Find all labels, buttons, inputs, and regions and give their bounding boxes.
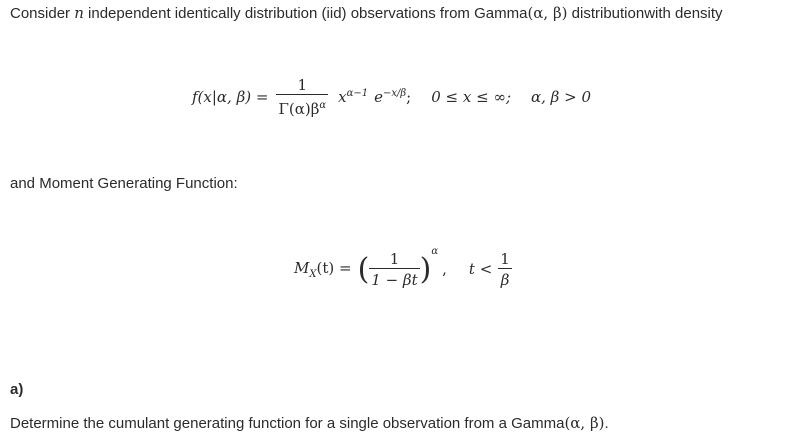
intro-text-2: independent identically distribution (iid) observations from Gamma <box>83 5 528 22</box>
pdf-frac-num: 1 <box>297 76 308 94</box>
pdf-semicolon: ; <box>406 88 412 106</box>
part-a-params: (α, β) <box>564 414 605 432</box>
mgf-cond-num: 1 <box>500 249 510 268</box>
pdf-power: $x^{\alpha-1}$ <box>338 88 369 106</box>
part-a-text: Determine the cumulant generating function for a single observation from a Gamma <box>10 415 565 432</box>
part-a-label: a) <box>10 381 24 398</box>
mgf-cond-lhs: t < <box>468 260 493 278</box>
part-a-end: . <box>604 415 609 432</box>
pdf-params-cond: α, β > 0 <box>531 88 591 106</box>
pdf-frac-den: $\Gamma(\alpha)\beta^\alpha$ <box>276 94 328 118</box>
pdf-formula <box>192 72 591 122</box>
mgf-formula <box>294 244 512 294</box>
intro-text: Consider <box>10 5 75 22</box>
gamma-params: (α, β) <box>527 4 568 22</box>
pdf-lhs: f(x|α, β) = <box>192 88 269 106</box>
intro-line <box>10 4 723 22</box>
right-paren: ) <box>419 251 432 287</box>
mgf-outer-exp: α <box>431 246 439 257</box>
mgf-inner-num: 1 <box>389 249 400 268</box>
mgf-cond-fraction <box>498 250 512 289</box>
mgf-heading: and Moment Generating Function: <box>10 175 238 192</box>
pdf-exp: $e^{-x/\beta}$ <box>374 88 407 106</box>
mgf-inner-fraction <box>369 250 419 289</box>
pdf-fraction <box>276 76 328 118</box>
mgf-cond-den: β <box>498 268 512 289</box>
mgf-comma: , <box>442 260 447 278</box>
pdf-support: 0 ≤ x ≤ ∞; <box>431 88 511 106</box>
intro-text-end: distributionwith density <box>567 5 723 22</box>
mgf-inner-den: 1 − βt <box>369 268 419 289</box>
left-paren: ( <box>357 251 370 287</box>
var-n: n <box>74 4 84 22</box>
part-a-question <box>10 414 609 432</box>
mgf-lhs: $M_X(t)$ = <box>294 258 352 280</box>
